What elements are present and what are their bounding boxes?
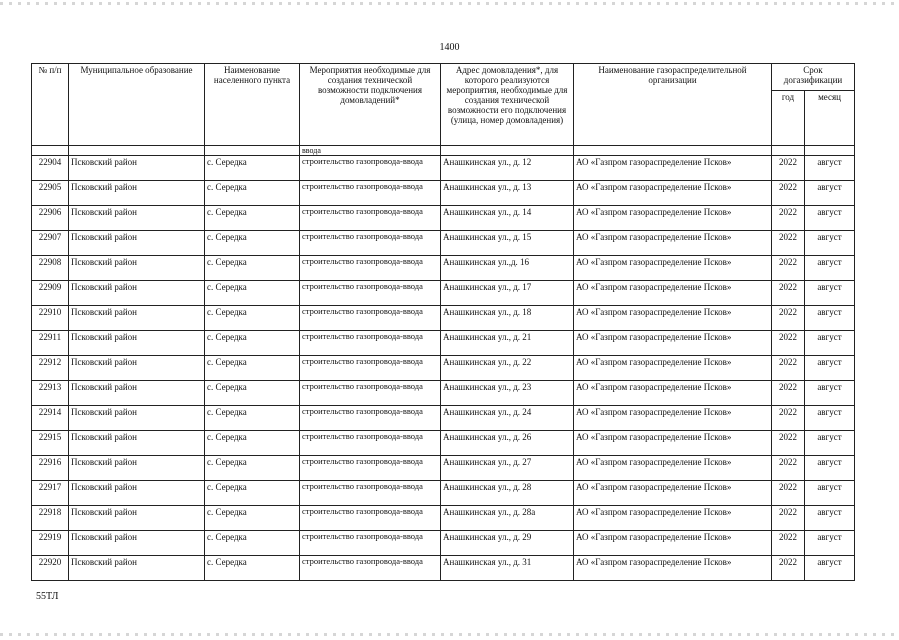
cell-locality: с. Середка — [205, 406, 300, 431]
cell-municipality: Псковский район — [69, 481, 205, 506]
cell-num: 22914 — [32, 406, 69, 431]
table-row — [32, 481, 855, 506]
cell-month: август — [805, 331, 855, 356]
cell-year: 2022 — [772, 381, 805, 406]
cell-address: Анашкинская ул., д. 23 — [441, 381, 574, 406]
table-row — [32, 306, 855, 331]
cell-locality: с. Середка — [205, 331, 300, 356]
cell-address: Анашкинская ул.,д. 16 — [441, 256, 574, 281]
header-num: № п/п — [32, 64, 69, 146]
cell-address: Анашкинская ул., д. 17 — [441, 281, 574, 306]
table-row — [32, 556, 855, 581]
table-row — [32, 181, 855, 206]
header-address: Адрес домовладения*, для которого реализуются мероприятия, необходимые для создания технической возможности его подключения (улица, номер домовладения) — [441, 64, 574, 146]
gasification-table — [31, 63, 855, 581]
cell-organization: АО «Газпром газораспределение Псков» — [574, 406, 772, 431]
cell-municipality: Псковский район — [69, 331, 205, 356]
cell-address: Анашкинская ул., д. 13 — [441, 181, 574, 206]
cell-organization: АО «Газпром газораспределение Псков» — [574, 281, 772, 306]
cell-month: август — [805, 481, 855, 506]
cell-num: 22907 — [32, 231, 69, 256]
cell-locality: с. Середка — [205, 456, 300, 481]
cell-month: август — [805, 156, 855, 181]
table-row — [32, 281, 855, 306]
table-row — [32, 406, 855, 431]
cell-month: август — [805, 281, 855, 306]
continuation-text: ввода — [300, 146, 441, 156]
cell-municipality: Псковский район — [69, 456, 205, 481]
cell-locality: с. Середка — [205, 381, 300, 406]
cell-work: строительство газопровода-ввода — [300, 156, 441, 181]
cell-municipality: Псковский район — [69, 206, 205, 231]
cell-num: 22920 — [32, 556, 69, 581]
cell-work: строительство газопровода-ввода — [300, 556, 441, 581]
cell-month: август — [805, 381, 855, 406]
cell-organization: АО «Газпром газораспределение Псков» — [574, 456, 772, 481]
cell-organization: АО «Газпром газораспределение Псков» — [574, 306, 772, 331]
table-row — [32, 331, 855, 356]
cell-work: строительство газопровода-ввода — [300, 356, 441, 381]
cell-municipality: Псковский район — [69, 531, 205, 556]
cell-municipality: Псковский район — [69, 181, 205, 206]
header-year: год — [772, 91, 805, 146]
cell-work: строительство газопровода-ввода — [300, 181, 441, 206]
cell-num: 22919 — [32, 531, 69, 556]
header-month: месяц — [805, 91, 855, 146]
cell-address: Анашкинская ул., д. 12 — [441, 156, 574, 181]
cell-month: август — [805, 431, 855, 456]
cell-year: 2022 — [772, 181, 805, 206]
cell-month: август — [805, 206, 855, 231]
cell-work: строительство газопровода-ввода — [300, 331, 441, 356]
cell-work: строительство газопровода-ввода — [300, 231, 441, 256]
header-measures: Мероприятия необходимые для создания технической возможности подключения домовладений* — [300, 64, 441, 146]
table-body — [32, 146, 855, 581]
cell-work: строительство газопровода-ввода — [300, 281, 441, 306]
cell-month: август — [805, 531, 855, 556]
cell-num: 22918 — [32, 506, 69, 531]
cell-municipality: Псковский район — [69, 381, 205, 406]
continuation-row — [32, 146, 855, 156]
cell-work: строительство газопровода-ввода — [300, 431, 441, 456]
table-row — [32, 231, 855, 256]
cell-organization: АО «Газпром газораспределение Псков» — [574, 556, 772, 581]
cell-organization: АО «Газпром газораспределение Псков» — [574, 356, 772, 381]
cell-month: август — [805, 556, 855, 581]
table-row — [32, 256, 855, 281]
cell-locality: с. Середка — [205, 506, 300, 531]
cell-month: август — [805, 306, 855, 331]
cell-municipality: Псковский район — [69, 506, 205, 531]
cell-num: 22913 — [32, 381, 69, 406]
cell-locality: с. Середка — [205, 281, 300, 306]
cell-organization: АО «Газпром газораспределение Псков» — [574, 156, 772, 181]
cell-locality: с. Середка — [205, 156, 300, 181]
cell-address: Анашкинская ул., д. 26 — [441, 431, 574, 456]
cell-num: 22904 — [32, 156, 69, 181]
cell-locality: с. Середка — [205, 481, 300, 506]
cell-organization: АО «Газпром газораспределение Псков» — [574, 206, 772, 231]
cell-organization: АО «Газпром газораспределение Псков» — [574, 231, 772, 256]
cell-month: август — [805, 256, 855, 281]
cell-locality: с. Середка — [205, 556, 300, 581]
scan-edge-top — [0, 2, 899, 5]
scan-edge-bottom — [0, 633, 899, 636]
cell-year: 2022 — [772, 506, 805, 531]
cell-municipality: Псковский район — [69, 256, 205, 281]
cell-num: 22909 — [32, 281, 69, 306]
cell-year: 2022 — [772, 256, 805, 281]
cell-work: строительство газопровода-ввода — [300, 406, 441, 431]
cell-work: строительство газопровода-ввода — [300, 306, 441, 331]
cell-organization: АО «Газпром газораспределение Псков» — [574, 331, 772, 356]
cell-organization: АО «Газпром газораспределение Псков» — [574, 381, 772, 406]
table-row — [32, 456, 855, 481]
cell-municipality: Псковский район — [69, 306, 205, 331]
cell-num: 22905 — [32, 181, 69, 206]
cell-month: август — [805, 406, 855, 431]
cell-address: Анашкинская ул., д. 24 — [441, 406, 574, 431]
cell-organization: АО «Газпром газораспределение Псков» — [574, 481, 772, 506]
table-row — [32, 506, 855, 531]
cell-address: Анашкинская ул., д. 28 — [441, 481, 574, 506]
cell-month: август — [805, 456, 855, 481]
cell-organization: АО «Газпром газораспределение Псков» — [574, 181, 772, 206]
cell-organization: АО «Газпром газораспределение Псков» — [574, 506, 772, 531]
cell-year: 2022 — [772, 231, 805, 256]
cell-work: строительство газопровода-ввода — [300, 506, 441, 531]
cell-address: Анашкинская ул., д. 29 — [441, 531, 574, 556]
header-deadline: Срок догазификации — [772, 64, 855, 91]
cell-address: Анашкинская ул., д. 27 — [441, 456, 574, 481]
cell-locality: с. Середка — [205, 531, 300, 556]
cell-year: 2022 — [772, 281, 805, 306]
cell-address: Анашкинская ул., д. 22 — [441, 356, 574, 381]
cell-address: Анашкинская ул., д. 31 — [441, 556, 574, 581]
cell-organization: АО «Газпром газораспределение Псков» — [574, 256, 772, 281]
cell-locality: с. Середка — [205, 181, 300, 206]
cell-year: 2022 — [772, 206, 805, 231]
header-organization: Наименование газораспределительной организации — [574, 64, 772, 146]
cell-municipality: Псковский район — [69, 356, 205, 381]
table-row — [32, 206, 855, 231]
cell-work: строительство газопровода-ввода — [300, 206, 441, 231]
cell-num: 22912 — [32, 356, 69, 381]
cell-year: 2022 — [772, 531, 805, 556]
cell-year: 2022 — [772, 406, 805, 431]
cell-municipality: Псковский район — [69, 156, 205, 181]
header-row-main — [32, 64, 855, 91]
cell-address: Анашкинская ул., д. 28а — [441, 506, 574, 531]
cell-year: 2022 — [772, 356, 805, 381]
header-locality: Наименование населенного пункта — [205, 64, 300, 146]
cell-organization: АО «Газпром газораспределение Псков» — [574, 431, 772, 456]
cell-work: строительство газопровода-ввода — [300, 456, 441, 481]
cell-locality: с. Середка — [205, 231, 300, 256]
cell-address: Анашкинская ул., д. 14 — [441, 206, 574, 231]
cell-address: Анашкинская ул., д. 15 — [441, 231, 574, 256]
cell-municipality: Псковский район — [69, 431, 205, 456]
cell-year: 2022 — [772, 456, 805, 481]
cell-municipality: Псковский район — [69, 406, 205, 431]
page-number: 1400 — [439, 42, 460, 53]
cell-locality: с. Середка — [205, 306, 300, 331]
cell-num: 22908 — [32, 256, 69, 281]
cell-municipality: Псковский район — [69, 231, 205, 256]
cell-num: 22917 — [32, 481, 69, 506]
cell-num: 22915 — [32, 431, 69, 456]
cell-organization: АО «Газпром газораспределение Псков» — [574, 531, 772, 556]
table-row — [32, 156, 855, 181]
table-row — [32, 356, 855, 381]
cell-work: строительство газопровода-ввода — [300, 381, 441, 406]
cell-year: 2022 — [772, 481, 805, 506]
cell-work: строительство газопровода-ввода — [300, 256, 441, 281]
table-row — [32, 431, 855, 456]
cell-year: 2022 — [772, 431, 805, 456]
cell-work: строительство газопровода-ввода — [300, 531, 441, 556]
cell-year: 2022 — [772, 331, 805, 356]
footer-code: 55ТЛ — [36, 591, 59, 602]
cell-locality: с. Середка — [205, 356, 300, 381]
table-row — [32, 381, 855, 406]
cell-year: 2022 — [772, 156, 805, 181]
cell-municipality: Псковский район — [69, 556, 205, 581]
cell-num: 22906 — [32, 206, 69, 231]
header-municipality: Муниципальное образование — [69, 64, 205, 146]
cell-municipality: Псковский район — [69, 281, 205, 306]
cell-month: август — [805, 231, 855, 256]
cell-month: август — [805, 356, 855, 381]
cell-year: 2022 — [772, 556, 805, 581]
cell-locality: с. Середка — [205, 256, 300, 281]
cell-address: Анашкинская ул., д. 18 — [441, 306, 574, 331]
cell-work: строительство газопровода-ввода — [300, 481, 441, 506]
cell-month: август — [805, 506, 855, 531]
cell-num: 22916 — [32, 456, 69, 481]
cell-locality: с. Середка — [205, 431, 300, 456]
cell-month: август — [805, 181, 855, 206]
cell-year: 2022 — [772, 306, 805, 331]
cell-num: 22910 — [32, 306, 69, 331]
cell-locality: с. Середка — [205, 206, 300, 231]
cell-address: Анашкинская ул., д. 21 — [441, 331, 574, 356]
table-row — [32, 531, 855, 556]
cell-num: 22911 — [32, 331, 69, 356]
